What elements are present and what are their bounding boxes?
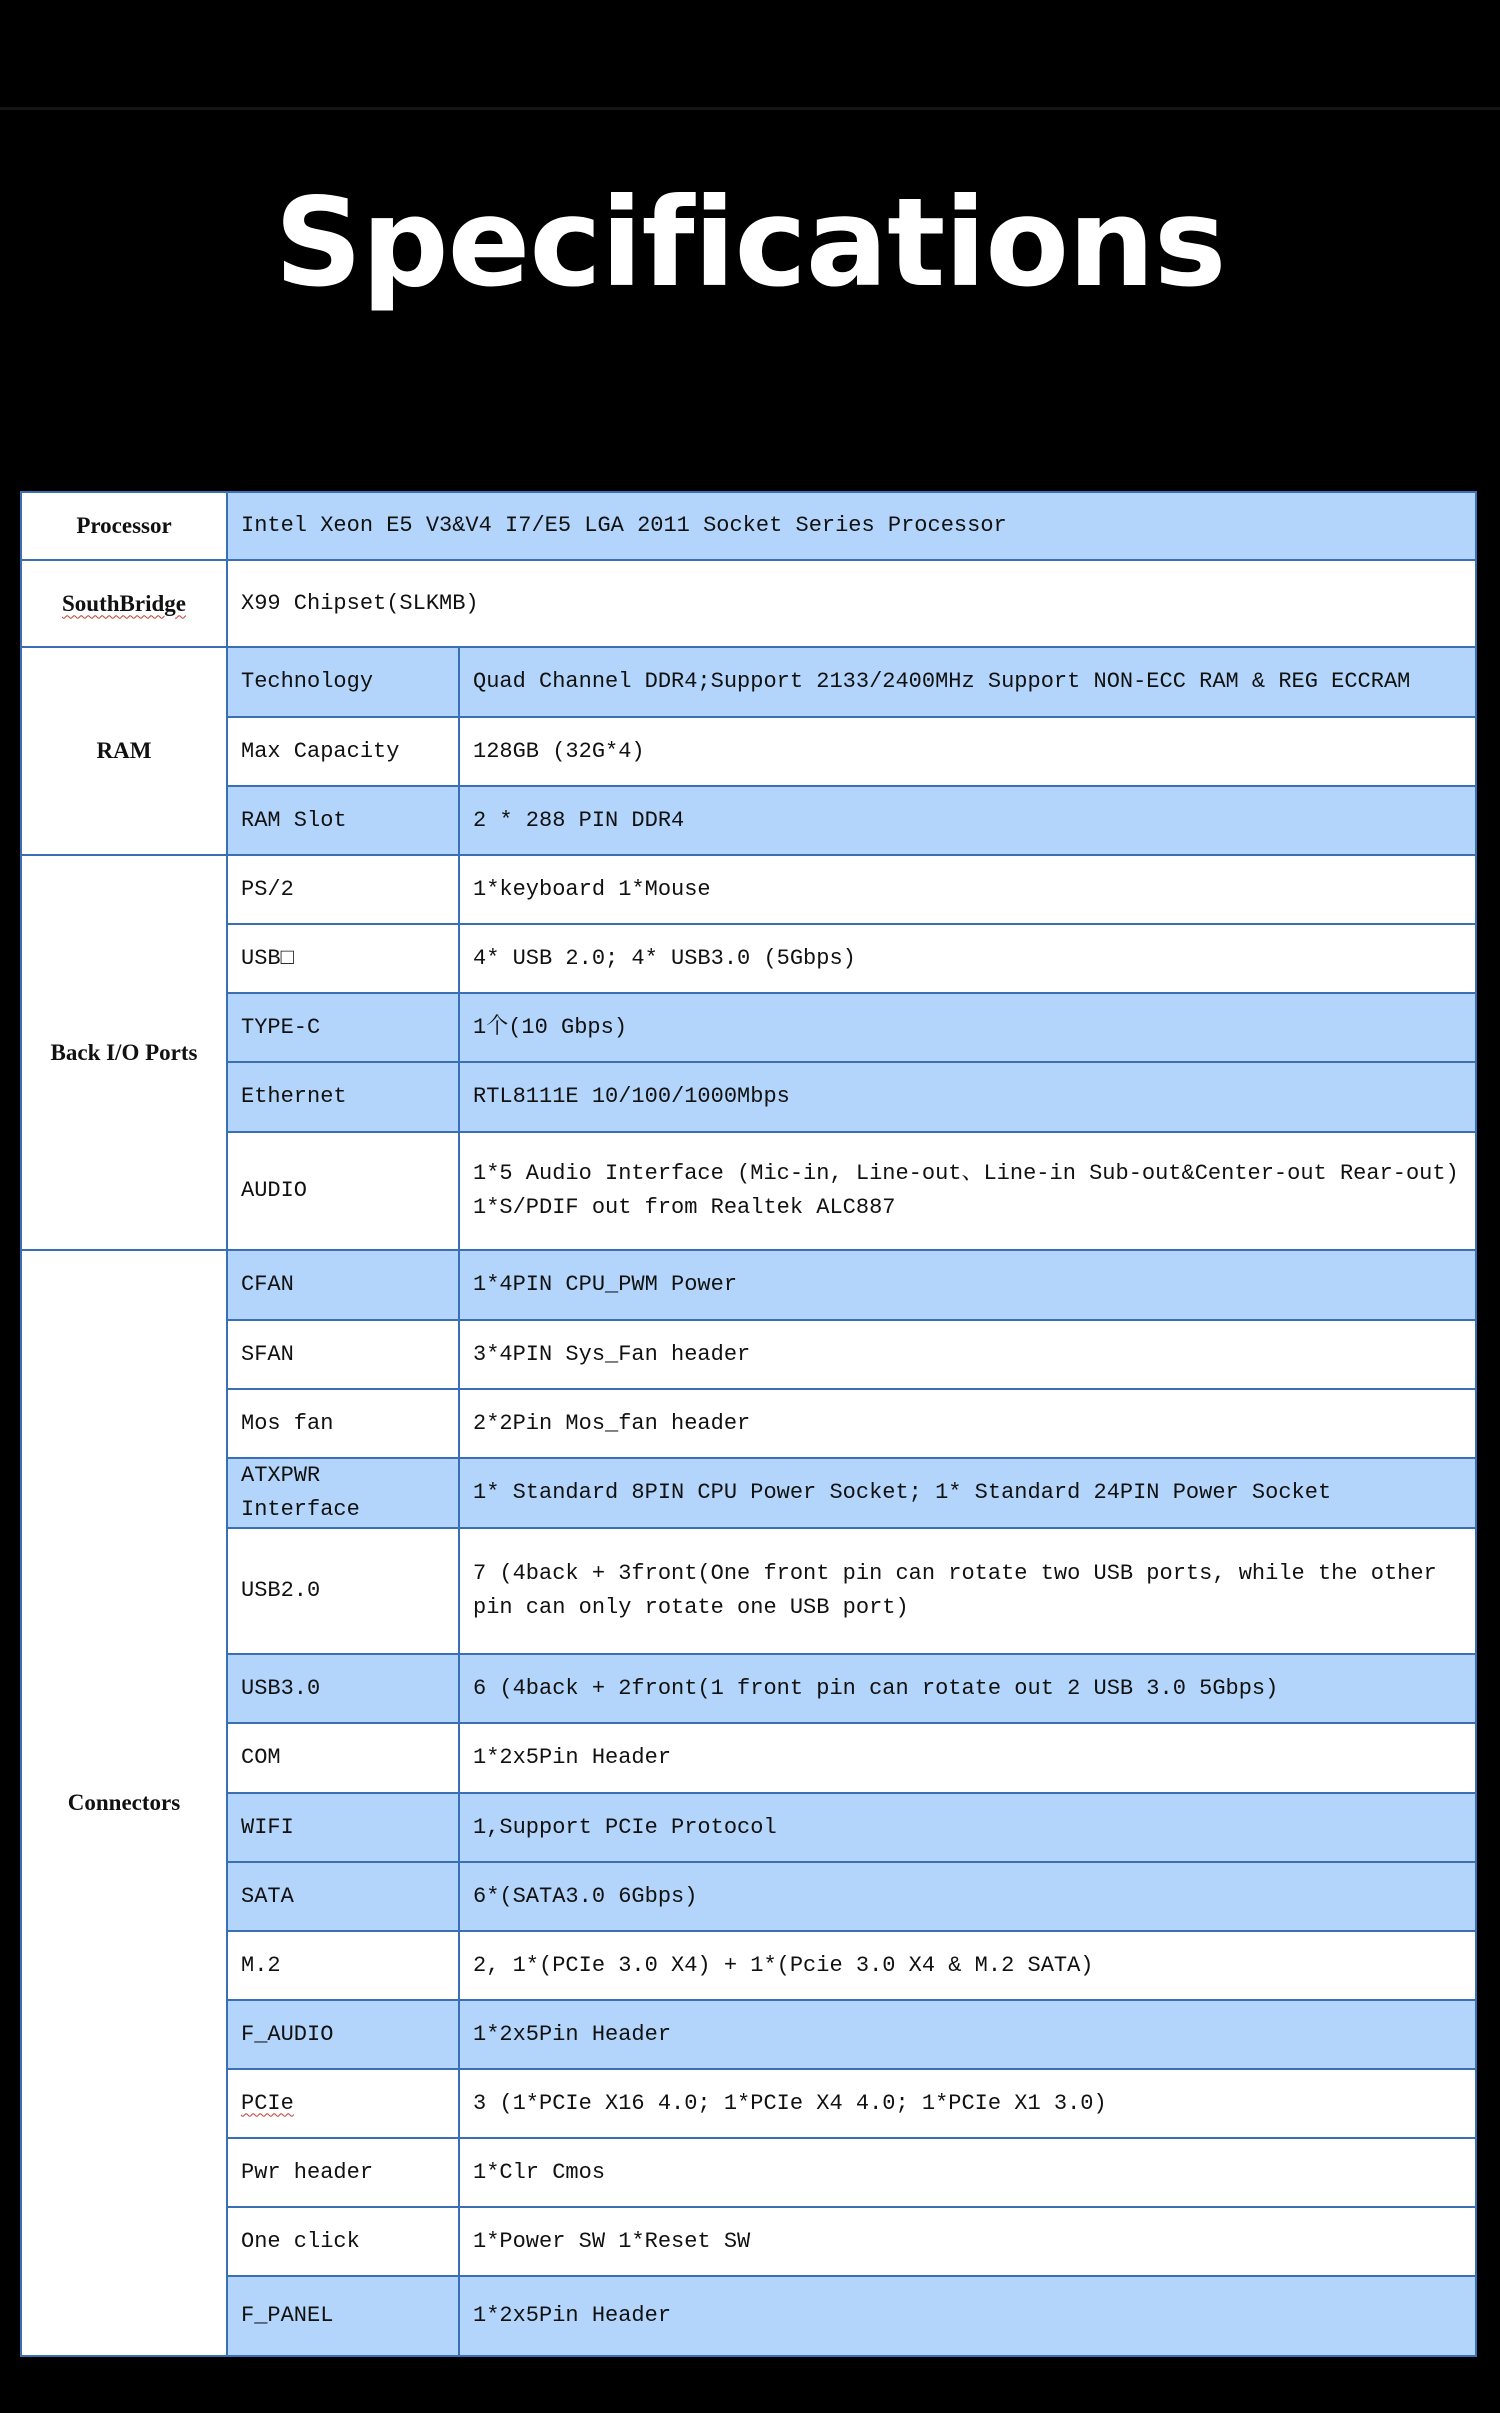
table-row <box>21 1654 1476 1723</box>
conn-sfan-key: SFAN <box>227 1320 459 1389</box>
table-row <box>21 1458 1476 1528</box>
table-row <box>21 492 1476 560</box>
table-row <box>21 1132 1476 1250</box>
conn-pcie-key-label: PCIe <box>241 2090 294 2116</box>
io-typec-key: TYPE-C <box>227 993 459 1062</box>
conn-faudio-value: 1*2x5Pin Header <box>459 2000 1476 2069</box>
table-row <box>21 647 1476 717</box>
table-row <box>21 1250 1476 1320</box>
conn-pcie-key <box>227 2069 459 2138</box>
conn-atxpwr-key: ATXPWR Interface <box>227 1458 459 1528</box>
conn-pwr-key: Pwr header <box>227 2138 459 2207</box>
io-ps2-key: PS/2 <box>227 855 459 924</box>
conn-usb3-value: 6 (4back + 2front(1 front pin can rotate out 2 USB 3.0 5Gbps) <box>459 1654 1476 1723</box>
page-title: Specifications <box>274 172 1226 314</box>
conn-sfan-value: 3*4PIN Sys_Fan header <box>459 1320 1476 1389</box>
value-processor: Intel Xeon E5 V3&V4 I7/E5 LGA 2011 Socket Series Processor <box>227 492 1476 560</box>
io-audio-value: 1*5 Audio Interface (Mic-in, Line-out、Line-in Sub-out&Center-out Rear-out) 1*S/PDIF out from Realtek ALC887 <box>459 1132 1476 1250</box>
io-ethernet-value: RTL8111E 10/100/1000Mbps <box>459 1062 1476 1132</box>
category-southbridge-label: SouthBridge <box>62 590 186 616</box>
conn-atxpwr-value: 1* Standard 8PIN CPU Power Socket; 1* Standard 24PIN Power Socket <box>459 1458 1476 1528</box>
conn-pcie-value: 3 (1*PCIe X16 4.0; 1*PCIe X4 4.0; 1*PCIe X1 3.0) <box>459 2069 1476 2138</box>
conn-wifi-value: 1,Support PCIe Protocol <box>459 1793 1476 1862</box>
conn-usb2-value: 7 (4back + 3front(One front pin can rotate two USB ports, while the other pin can only rotate one USB port) <box>459 1528 1476 1654</box>
conn-mosfan-value: 2*2Pin Mos_fan header <box>459 1389 1476 1458</box>
category-processor: Processor <box>21 492 227 560</box>
ram-technology-key: Technology <box>227 647 459 717</box>
conn-wifi-key: WIFI <box>227 1793 459 1862</box>
conn-sata-key: SATA <box>227 1862 459 1931</box>
conn-m2-value: 2, 1*(PCIe 3.0 X4) + 1*(Pcie 3.0 X4 & M.2 SATA) <box>459 1931 1476 2000</box>
table-row <box>21 1862 1476 1931</box>
io-usb-key: USB□ <box>227 924 459 993</box>
conn-cfan-key: CFAN <box>227 1250 459 1320</box>
table-row <box>21 2276 1476 2356</box>
table-row <box>21 924 1476 993</box>
table-row <box>21 1062 1476 1132</box>
table-row <box>21 2207 1476 2276</box>
value-southbridge: X99 Chipset(SLKMB) <box>227 560 1476 647</box>
ram-capacity-value: 128GB (32G*4) <box>459 717 1476 786</box>
conn-mosfan-key: Mos fan <box>227 1389 459 1458</box>
table-row <box>21 1793 1476 1862</box>
conn-fpanel-key: F_PANEL <box>227 2276 459 2356</box>
table-row <box>21 993 1476 1062</box>
ram-capacity-key: Max Capacity <box>227 717 459 786</box>
category-back-io: Back I/O Ports <box>21 855 227 1250</box>
table-row <box>21 1931 1476 2000</box>
table-row <box>21 560 1476 647</box>
ram-slot-key: RAM Slot <box>227 786 459 855</box>
table-row <box>21 2138 1476 2207</box>
conn-pwr-value: 1*Clr Cmos <box>459 2138 1476 2207</box>
conn-fpanel-value: 1*2x5Pin Header <box>459 2276 1476 2356</box>
ram-slot-value: 2 * 288 PIN DDR4 <box>459 786 1476 855</box>
conn-faudio-key: F_AUDIO <box>227 2000 459 2069</box>
conn-com-value: 1*2x5Pin Header <box>459 1723 1476 1793</box>
table-row <box>21 1528 1476 1654</box>
conn-sata-value: 6*(SATA3.0 6Gbps) <box>459 1862 1476 1931</box>
conn-usb3-key: USB3.0 <box>227 1654 459 1723</box>
io-ethernet-key: Ethernet <box>227 1062 459 1132</box>
category-southbridge <box>21 560 227 647</box>
io-typec-value: 1个(10 Gbps) <box>459 993 1476 1062</box>
io-ps2-value: 1*keyboard 1*Mouse <box>459 855 1476 924</box>
conn-usb2-key: USB2.0 <box>227 1528 459 1654</box>
table-row <box>21 2069 1476 2138</box>
conn-oneclick-value: 1*Power SW 1*Reset SW <box>459 2207 1476 2276</box>
io-audio-key: AUDIO <box>227 1132 459 1250</box>
table-row <box>21 1389 1476 1458</box>
table-row <box>21 786 1476 855</box>
category-ram: RAM <box>21 647 227 855</box>
ram-technology-value: Quad Channel DDR4;Support 2133/2400MHz Support NON-ECC RAM & REG ECCRAM <box>459 647 1476 717</box>
table-row <box>21 717 1476 786</box>
table-row <box>21 1723 1476 1793</box>
table-row <box>21 2000 1476 2069</box>
conn-m2-key: M.2 <box>227 1931 459 2000</box>
io-usb-value: 4* USB 2.0; 4* USB3.0 (5Gbps) <box>459 924 1476 993</box>
top-divider <box>0 107 1500 110</box>
category-connectors: Connectors <box>21 1250 227 2356</box>
spec-table <box>20 491 1477 2357</box>
conn-com-key: COM <box>227 1723 459 1793</box>
conn-cfan-value: 1*4PIN CPU_PWM Power <box>459 1250 1476 1320</box>
table-row <box>21 855 1476 924</box>
table-row <box>21 1320 1476 1389</box>
conn-oneclick-key: One click <box>227 2207 459 2276</box>
